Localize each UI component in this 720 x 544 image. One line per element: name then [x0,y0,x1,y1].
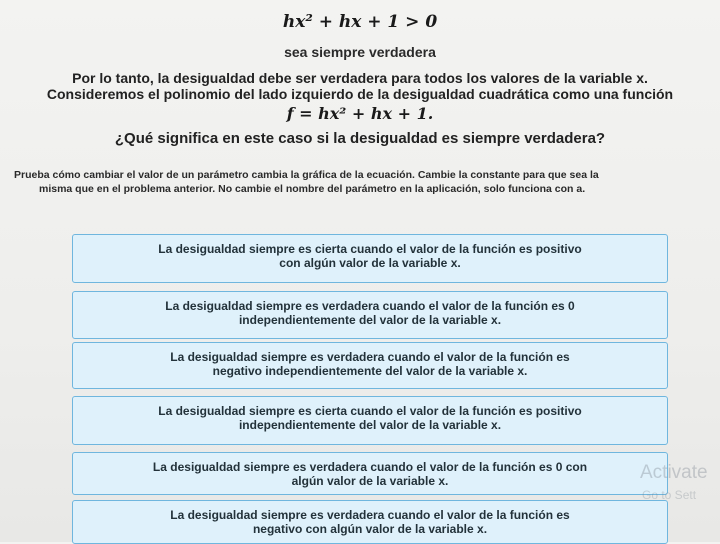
answer-option-3[interactable] [72,342,668,389]
answer-option-5[interactable] [72,452,668,495]
answer-option-6-line-1: La desigualdad siempre es verdadera cuando el valor de la función es [170,508,570,522]
instruction-line-2: misma que en el problema anterior. No cambie el nombre del parámetro en la aplicación, solo funciona con a. [39,183,586,195]
instruction-text [14,168,714,196]
answer-option-6-line-2: negativo con algún valor de la variable x. [252,522,488,536]
answer-option-6[interactable] [72,500,668,544]
answer-option-4[interactable] [72,396,668,445]
inequality-header: hx² + hx + 1 > 0 [282,12,438,32]
answer-option-5-line-1: La desigualdad siempre es verdadera cuando el valor de la función es 0 con [152,460,588,474]
activation-watermark: Activate [640,462,708,483]
explanation-line-1: Por lo tanto, la desigualdad debe ser verdadera para todos los valores de la variable x. [72,70,648,86]
subtitle-text: sea siempre verdadera [284,44,436,60]
explanation-line-2: Consideremos el polinomio del lado izquierdo de la desigualdad cuadrática como una función [46,86,674,102]
instruction-line-1: Prueba cómo cambiar el valor de un parámetro cambia la gráfica de la ecuación. Cambie la constante para que sea la [14,169,599,181]
answer-option-3-line-2: negativo independientemente del valor de la variable x. [212,364,528,378]
answer-option-1-line-1: La desigualdad siempre es cierta cuando el valor de la función es positivo [158,242,582,256]
answer-option-2-line-2: independientemente del valor de la variable x. [238,313,502,327]
answer-option-4-line-1: La desigualdad siempre es cierta cuando el valor de la función es positivo [158,404,582,418]
answer-option-2-line-1: La desigualdad siempre es verdadera cuando el valor de la función es 0 [165,299,575,313]
answer-option-1-line-2: con algún valor de la variable x. [279,256,461,270]
function-definition: f = hx² + hx + 1. [286,104,434,123]
answer-option-4-line-2: independientemente del valor de la variable x. [238,418,502,432]
question-text: ¿Qué significa en este caso si la desigualdad es siempre verdadera? [114,130,606,147]
activation-watermark-subtitle: Go to Sett [642,488,697,502]
answer-option-1[interactable] [72,234,668,283]
answer-option-2[interactable] [72,291,668,339]
answer-option-3-line-1: La desigualdad siempre es verdadera cuando el valor de la función es [170,350,570,364]
answer-option-5-line-2: algún valor de la variable x. [291,474,449,488]
